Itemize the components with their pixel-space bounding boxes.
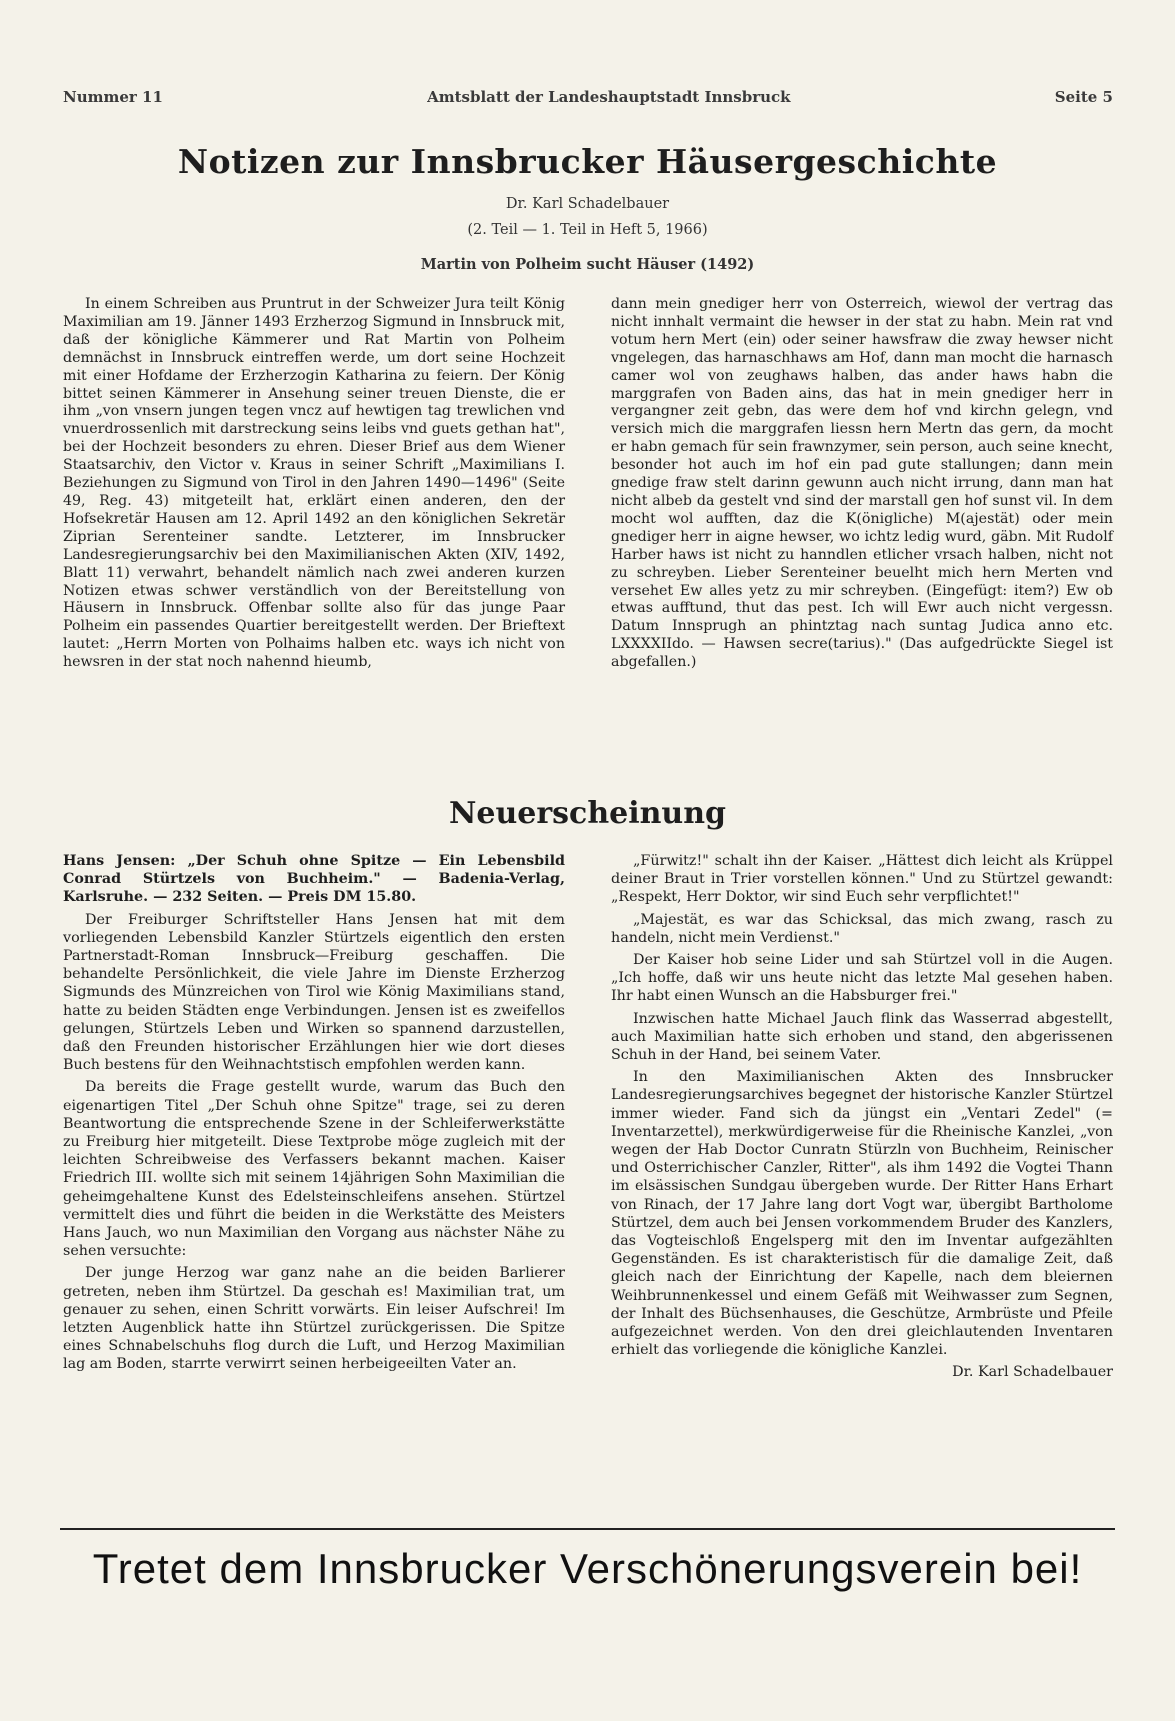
article-body: [63, 296, 1113, 672]
paragraph: In einem Schreiben aus Pruntrut in der Schweizer Jura teilt König Maximilian am 19. Jänner 1493 Erzherzog Sigmund in Innsbruck mit, daß der königliche Kämmerer und Rat Martin von Polheim demnächst in Innsbruck eintreffen werde, um dort seine Hochzeit mit einer Hofdame der Erzherzogin Katharina zu feiern. Der König bittet seinen Kämmerer in Ansehung seiner treuen Dienste, die er ihm „von vnsern jungen tegen vncz auf hewtigen tag trewlichen vnd vnuerdrossenlich mit darstreckung seins leibs vnd guets gethan hat", bei der Hochzeit besonders zu ehren. Dieser Brief aus dem Wiener Staatsarchiv, den Victor v. Kraus in seiner Schrift „Maximilians I. Beziehungen zu Sigmund von Tirol in den Jahren 1490—1496" (Seite 49, Reg. 43) mitgeteilt hat, erklärt einen anderen, den der Hofsekretär Hausen am 12. April 1492 an den königlichen Sekretär Ziprian Serenteiner sandte. Letzterer, im Innsbrucker Landesregierungsarchiv bei den Maximilianischen Akten (XIV, 1492, Blatt 11) verwahrt, behandelt nämlich nach zwei anderen kurzen Notizen etwas schwer verständlich von der Bereitstellung von Häusern in Innsbruck. Offenbar sollte also für das junge Paar Polheim ein passendes Quartier bereitgestellt werden. Der Brieftext lautet: „Herrn Morten von Polhaims halben etc. ways ich nicht von hewsren in der stat noch nahennd hieumb,: [63, 296, 565, 671]
paragraph: Der Freiburger Schriftsteller Hans Jensen hat mit dem vorliegenden Lebensbild Kanzler Stürtzels eigentlich den ersten Partnerstadt-Roman Innsbruck—Freiburg geschaffen. Die behandelte Persönlichkeit, die viele Jahre im Dienste Erzherzog Sigmunds des Münzreichen von Tirol wie König Maximilians stand, hatte zu beiden Städten enge Verbindungen. Jensen ist es zweifellos gelungen, Stürtzels Leben und Wirken so spannend darzustellen, daß den Freunden historischer Erzählungen hier wie dort dieses Buch bestens für den Weihnachtstisch empfohlen werden kann.: [63, 911, 565, 1074]
paragraph: dann mein gnediger herr von Osterreich, wiewol der vertrag das nicht innhalt vermaint die hewser in der stat zu habn. Mein rat vnd votum hern Mert (ein) oder seiner hawsfraw die zway hewser nicht vngelegen, das harnaschhaws am Hof, dann man mocht die harnasch camer wol von zeughaws halben, das ander haws habn die marggrafen von Baden ains, das hat in mein gnediger herr in vergangner zeit gebn, das were dem hof vnd kirchn gelegn, vnd versich mich die marggrafen liessn hern Mertn das gern, da mocht er habn gemach für sein frawnzymer, sein person, auch seine knecht, besonder hot auch im hof ein pad gute stallungen; dann mein gnedige fraw stelt darinn gewunn auch nicht irrung, dann man hat nicht albeb da gestelt vnd sind der marstall gen hof sunst vil. In dem mocht wol aufften, daz die K(önigliche) M(ajestät) oder mein gnediger herr in aigne hewser, wo ichtz ledig wurd, gäbn. Mit Rudolf Harber haws ist nicht zu hanndlen etlicher vrsach halben, nicht not zu schreyben. Lieber Serenteiner beuelht mich hern Merten vnd versehet Ew alles yetz zu mir schreyben. (Eingefügt: item?) Ew ob etwas aufftund, thut das pest. Ich will Ewr auch nicht vergessn. Datum Innsprugh an phintztag nach suntag Judica anno etc. LXXXXIIdo. — Hawsen secre(tarius)." (Das aufgedrückte Siegel ist abgefallen.): [611, 296, 1113, 671]
article-author: Dr. Karl Schadelbauer: [505, 196, 670, 212]
review-column-left: [63, 852, 565, 1386]
page-number: Seite 5: [1054, 88, 1113, 106]
paragraph: Der Kaiser hob seine Lider und sah Stürtzel voll in die Augen. „Ich hoffe, daß wir uns heute nicht das letzte Mal gesehen haben. Ihr habt einen Wunsch an die Habsburger frei.": [611, 952, 1113, 1005]
divider: [60, 1528, 1115, 1530]
paragraph: Inzwischen hatte Michael Jauch flink das Wasserrad abgestellt, auch Maximilian hatte sich erhoben und stand, den abgerissenen Schuh in der Hand, bei seinem Vater.: [611, 1010, 1113, 1064]
paragraph: In den Maximilianischen Akten des Innsbrucker Landesregierungsarchives begegnet der historische Kanzler Stürtzel immer wieder. Fand sich da jüngst ein „Ventari Zedel" (= Inventarzettel), merkwürdigerweise für die Rheinische Kanzlei, „von wegen der Hab Doctor Cunratn Stürzln von Buchheim, Reinischer und Osterrichischer Canzler, Ritter", als ihm 1492 die Vogtei Thann im elsässischen Sundgau übergeben wurde. Der Ritter Hans Erhart von Rinach, der 17 Jahre lang dort Vogt war, übergibt Bartholome Stürtzel, dem auch bei Jensen vorkommendem Bruder des Kanzlers, das Vogteischloß Engelsperg mit den im Inventar aufgezählten Gegenständen. Es ist charakteristisch für die damalige Zeit, daß gleich nach der Einrichtung der Kapelle, nach dem bleiernen Weihbrunnenkessel und einem Gefäß mit Weihwasser zum Segnen, der Inhalt des Büchsenhauses, die Geschütze, Armbrüste und Pfeile aufgezeichnet werden. Von den drei gleichlautenden Inventaren erhielt das vorliegende die königliche Kanzlei.: [611, 1069, 1113, 1359]
review-body: [63, 852, 1113, 1386]
article-column-right: [611, 296, 1113, 672]
article-column-left: [63, 296, 565, 672]
section-title: Neuerscheinung: [448, 796, 727, 831]
page-header: [63, 88, 1113, 106]
issue-number: Nummer 11: [63, 88, 163, 106]
review-column-right: [611, 852, 1113, 1386]
book-citation: Hans Jensen: „Der Schuh ohne Spitze — Ein Lebensbild Conrad Stürtzels von Buchheim." — Badenia-Verlag, Karlsruhe. — 232 Seiten. — Preis DM 15.80.: [63, 853, 565, 906]
paragraph: „Fürwitz!" schalt ihn der Kaiser. „Hättest dich leicht als Krüppel deiner Braut in Trier vorstellen können." Und zu Stürtzel gewandt: „Respekt, Herr Doktor, wir sind Euch sehr verpflichtet!": [611, 853, 1113, 906]
paragraph: Da bereits die Frage gestellt wurde, warum das Buch den eigenartigen Titel „Der Schuh ohne Spitze" trage, sei zu deren Beantwortung die entsprechende Szene in der Schleiferwerkstätte zu Freiburg hier mitgeteilt. Diese Textprobe möge zugleich mit der leichten Schreibweise des Verfassers bekannt machen. Kaiser Friedrich III. wollte sich mit seinem 14jährigen Sohn Maximilian die geheimgehaltene Kunst des Edelsteinschleifens ansehen. Stürtzel vermittelt dies und führt die beiden in die Werkstätte des Meisters Hans Jauch, wo nun Maximilian den Vorgang aus nächster Nähe zu sehen versuchte:: [63, 1079, 565, 1260]
article-part-note: (2. Teil — 1. Teil in Heft 5, 1966): [467, 222, 708, 238]
review-signature: Dr. Karl Schadelbauer: [952, 1364, 1113, 1381]
paragraph: Der junge Herzog war ganz nahe an die beiden Barlierer getreten, neben ihm Stürtzel. Da geschah es! Maximilian trat, um genauer zu sehen, einen Schritt vorwärts. Ein leiser Aufschrei! Im letzten Augenblick hatte ihn Stürtzel zurückgerissen. Die Spitze eines Schnabelschuhs flog durch die Luft, und Herzog Maximilian lag am Boden, starrte verwirrt seinen herbeigeeilten Vater an.: [63, 1265, 565, 1373]
slogan-banner: Tretet dem Innsbrucker Verschönerungsverein bei!: [92, 1545, 1083, 1592]
article-subtitle: Martin von Polheim sucht Häuser (1492): [420, 256, 755, 273]
article-title: Notizen zur Innsbrucker Häusergeschichte: [177, 142, 998, 181]
publication-name: Amtsblatt der Landeshauptstadt Innsbruck: [427, 88, 791, 106]
paragraph: „Majestät, es war das Schicksal, das mich zwang, rasch zu handeln, nicht mein Verdienst.": [611, 911, 1113, 946]
